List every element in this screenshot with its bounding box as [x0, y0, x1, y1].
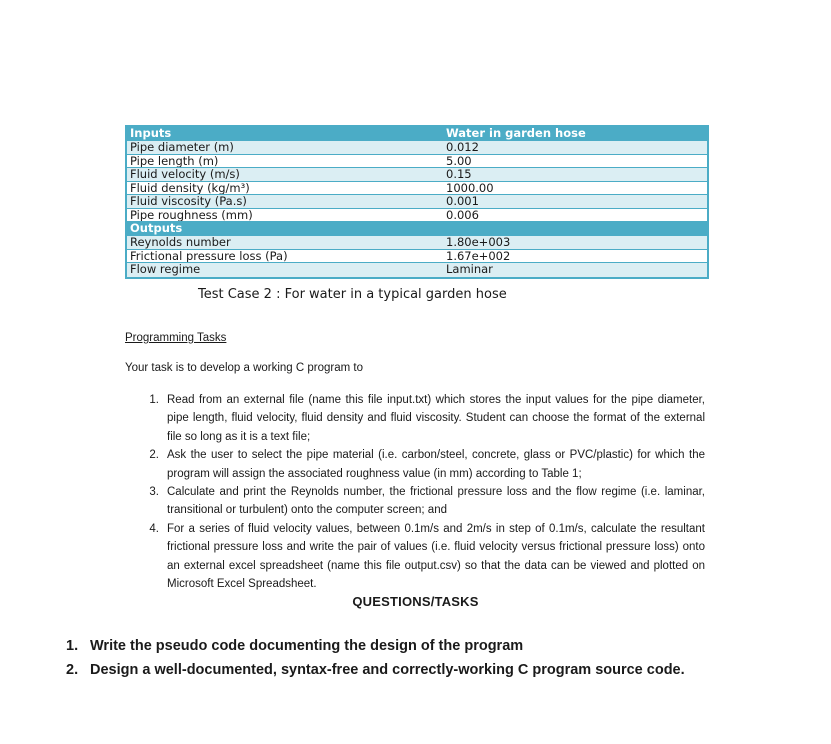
outputs-header-row	[127, 222, 707, 236]
list-item	[125, 391, 705, 446]
row-label: Fluid velocity (m/s)	[130, 168, 240, 181]
task-number: 3.	[149, 486, 159, 499]
row-value: 0.001	[446, 195, 479, 208]
test-case-table	[125, 125, 709, 279]
case-header: Water in garden hose	[446, 127, 586, 140]
table-row	[127, 263, 707, 277]
task-text: For a series of fluid velocity values, between 0.1m/s and 2m/s in step of 0.1m/s, calculate the resultant frictional pressure loss and write the pair of values (i.e. fluid velocity versus frictional pressure loss) onto an external excel spreadsheet (name this file output.csv) so that the data can be viewed and plotted on Microsoft Excel Spreadsheet.	[167, 522, 705, 591]
row-label: Fluid density (kg/m³)	[130, 181, 250, 194]
task-text: Read from an external file (name this file input.txt) which stores the input values for the pipe diameter, pipe length, fluid velocity, fluid density and fluid viscosity. Student can choose the format of the external file so long as it is a text file;	[167, 394, 705, 443]
row-label: Flow regime	[130, 263, 201, 276]
table-header-row	[127, 127, 707, 141]
row-label: Frictional pressure loss (Pa)	[130, 249, 288, 262]
list-item	[66, 658, 685, 682]
row-value: 1.80e+003	[446, 236, 511, 249]
table-row	[127, 195, 707, 209]
table-row	[127, 168, 707, 182]
questions-heading: QUESTIONS/TASKS	[352, 594, 479, 609]
row-value: 5.00	[446, 154, 472, 167]
row-label: Pipe length (m)	[130, 154, 219, 167]
table-row	[127, 250, 707, 264]
question-number: 2.	[66, 662, 79, 678]
task-number: 4.	[149, 522, 159, 535]
questions-list	[66, 634, 685, 682]
task-list	[125, 391, 705, 593]
list-item	[66, 634, 685, 658]
row-value: 1.67e+002	[446, 249, 511, 262]
list-item	[125, 446, 705, 483]
row-value: 0.012	[446, 141, 479, 154]
task-number: 2.	[149, 449, 159, 462]
table-row	[127, 209, 707, 223]
row-value: 0.006	[446, 208, 479, 221]
intro-text: Your task is to develop a working C program to	[125, 362, 364, 374]
question-text: Write the pseudo code documenting the design of the program	[90, 638, 524, 654]
list-item	[125, 483, 705, 520]
row-value: 0.15	[446, 168, 472, 181]
table-row	[127, 141, 707, 155]
row-label: Pipe diameter (m)	[130, 141, 234, 154]
row-label: Fluid viscosity (Pa.s)	[130, 195, 247, 208]
row-value: Laminar	[446, 263, 493, 276]
row-label: Reynolds number	[130, 236, 231, 249]
table-row	[127, 155, 707, 169]
table-row	[127, 182, 707, 196]
row-label: Pipe roughness (mm)	[130, 208, 253, 221]
question-number: 1.	[66, 638, 79, 654]
task-number: 1.	[149, 394, 159, 406]
list-item	[125, 520, 705, 594]
task-text: Calculate and print the Reynolds number, the frictional pressure loss and the flow regime (i.e. laminar, transitional or turbulent) onto the computer screen; and	[167, 486, 705, 517]
programming-tasks-heading: Programming Tasks	[125, 332, 227, 344]
task-text: Ask the user to select the pipe material (i.e. carbon/steel, concrete, glass or PVC/plastic) for which the program will assign the associated roughness value (in mm) according to Table 1;	[167, 449, 705, 480]
outputs-header: Outputs	[130, 222, 183, 235]
inputs-header: Inputs	[130, 127, 172, 140]
table-row	[127, 236, 707, 250]
question-text: Design a well-documented, syntax-free and correctly-working C program source code.	[90, 662, 685, 678]
table-caption: Test Case 2 : For water in a typical garden hose	[198, 287, 507, 302]
row-value: 1000.00	[446, 181, 494, 194]
